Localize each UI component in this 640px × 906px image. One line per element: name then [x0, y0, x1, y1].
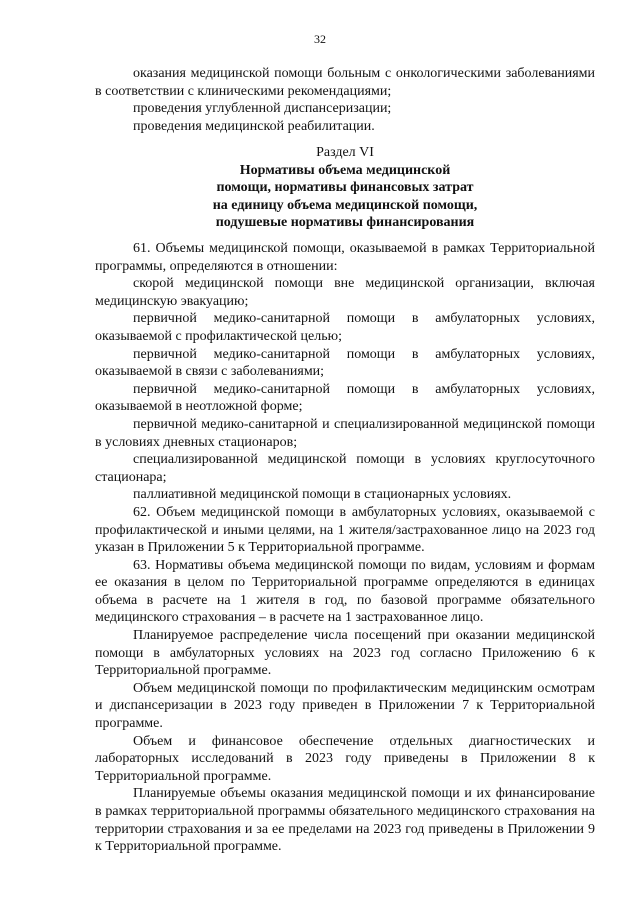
page-number: 32	[314, 32, 326, 46]
list-item: первичной медико-санитарной помощи в амбулаторных условиях, оказываемой в неотложной форме;	[95, 381, 595, 415]
paragraph-62: 62. Объем медицинской помощи в амбулаторных условиях, оказываемой с профилактической и иными целями, на 1 жителя/застрахованное лицо на 2023 год указан в Приложении 5 к Территориальной программе.	[95, 504, 595, 556]
body-text	[95, 240, 595, 856]
list-item: скорой медицинской помощи вне медицинской организации, включая медицинскую эвакуацию;	[95, 276, 595, 309]
intro-line: проведения углубленной диспансеризации;	[133, 101, 392, 117]
section-label: Раздел VI	[316, 145, 374, 160]
intro-line: оказания медицинской помощи больным с онкологическими заболеваниями в соответствии с клиническими рекомендациями;	[95, 66, 595, 99]
paragraph-61: 61. Объемы медицинской помощи, оказываемой в рамках Территориальной программы, определяются в отношении:	[95, 241, 595, 274]
section-title-line: на единицу объема медицинской помощи,	[212, 197, 478, 213]
list-item: первичной медико-санитарной и специализированной медицинской помощи в условиях дневных стационаров;	[95, 416, 595, 450]
section-title-line: подушевые нормативы финансирования	[215, 215, 475, 231]
section-heading	[95, 144, 595, 232]
paragraph: Планируемые объемы оказания медицинской помощи и их финансирование в рамках территориальной программы обязательного медицинского страхования на территории страхования и за ее пределами на 2023 год приведены в Приложении 9 к Территориальной программе.	[95, 786, 595, 855]
list-item: специализированной медицинской помощи в условиях круглосуточного стационара;	[95, 452, 595, 485]
section-title-line: Нормативы объема медицинской	[239, 162, 451, 178]
section-title-line: помощи, нормативы финансовых затрат	[216, 180, 474, 196]
paragraph: Объем и финансовое обеспечение отдельных диагностических и лабораторных исследований в 2023 году приведены в Приложении 8 к Территориальной программе.	[95, 733, 595, 784]
paragraph: Объем медицинской помощи по профилактическим медицинским осмотрам и диспансеризации в 2023 году приведен в Приложении 7 к Территориальной программе.	[95, 680, 595, 732]
intro-line: проведения медицинской реабилитации.	[133, 118, 375, 134]
list-item: первичной медико-санитарной помощи в амбулаторных условиях, оказываемой в связи с заболеваниями;	[95, 346, 595, 380]
list-item: паллиативной медицинской помощи в стационарных условиях.	[133, 487, 512, 503]
intro-text	[95, 65, 595, 135]
paragraph: Планируемое распределение числа посещений при оказании медицинской помощи в амбулаторных условиях на 2023 год согласно Приложению 6 к Территориальной программе.	[95, 628, 595, 679]
list-item: первичной медико-санитарной помощи в амбулаторных условиях, оказываемой с профилактической целью;	[95, 311, 595, 344]
paragraph-63: 63. Нормативы объема медицинской помощи по видам, условиям и формам ее оказания в целом по Территориальной программе определяются в единицах объема в расчете на 1 жителя в год, по базовой программе обязательного медицинского страхования – в расчете на 1 застрахованное лицо.	[95, 557, 595, 626]
